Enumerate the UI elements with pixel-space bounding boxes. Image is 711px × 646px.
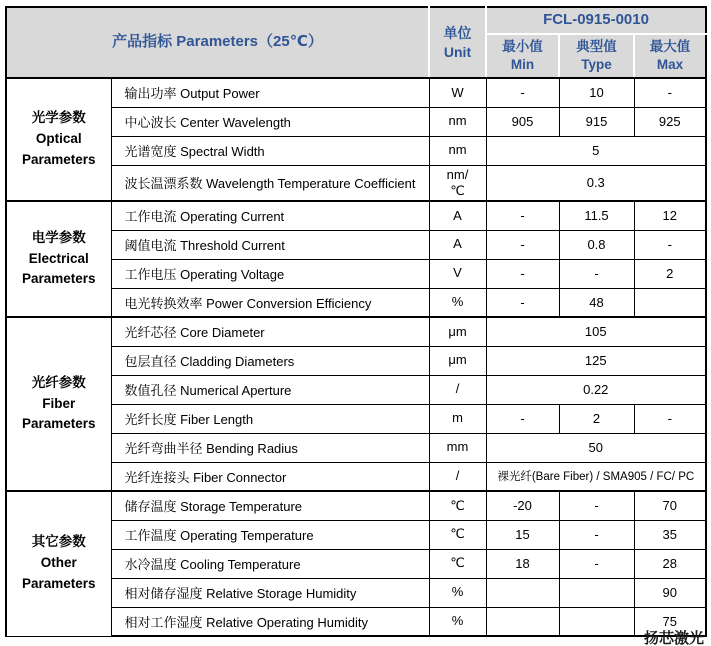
unit-cell: μm <box>429 317 486 346</box>
table-row <box>6 259 706 288</box>
max-value-cell: - <box>634 78 706 107</box>
table-row <box>6 462 706 491</box>
max-value-cell: 75 <box>634 607 706 636</box>
table-row <box>6 78 706 107</box>
type-value-cell: 10 <box>559 78 634 107</box>
min-value-cell: 905 <box>486 107 559 136</box>
param-name-cell: 包层直径 Cladding Diameters <box>111 346 429 375</box>
unit-cell: nm/ ℃ <box>429 165 486 201</box>
param-name-cell: 数值孔径 Numerical Aperture <box>111 375 429 404</box>
unit-cell: % <box>429 578 486 607</box>
section-label-optical: 光学参数 Optical Parameters <box>6 78 111 201</box>
param-name-cell: 工作电压 Operating Voltage <box>111 259 429 288</box>
unit-cell: ℃ <box>429 549 486 578</box>
type-value-cell: - <box>559 520 634 549</box>
min-value-cell: - <box>486 288 559 317</box>
merged-value-cell: 105 <box>486 317 706 346</box>
section-label-electrical: 电学参数 Electrical Parameters <box>6 201 111 317</box>
type-value-cell <box>559 607 634 636</box>
type-value-cell: - <box>559 491 634 520</box>
unit-cell: nm <box>429 107 486 136</box>
table-row <box>6 201 706 230</box>
unit-cell: A <box>429 230 486 259</box>
page <box>0 6 711 646</box>
param-name-cell: 光纤弯曲半径 Bending Radius <box>111 433 429 462</box>
type-value-cell: 2 <box>559 404 634 433</box>
unit-cell: nm <box>429 136 486 165</box>
unit-cell: W <box>429 78 486 107</box>
merged-value-cell: 125 <box>486 346 706 375</box>
merged-value-cell: 0.3 <box>486 165 706 201</box>
model-header-cell <box>486 7 706 34</box>
merged-value-cell: 5 <box>486 136 706 165</box>
max-value-cell: 70 <box>634 491 706 520</box>
unit-cell: A <box>429 201 486 230</box>
table-row <box>6 404 706 433</box>
param-name-cell: 水冷温度 Cooling Temperature <box>111 549 429 578</box>
unit-header-zh: 单位 <box>443 24 472 41</box>
max-value-cell <box>634 288 706 317</box>
type-header-cell <box>559 34 634 78</box>
max-value-cell: - <box>634 404 706 433</box>
unit-cell: V <box>429 259 486 288</box>
min-value-cell: - <box>486 404 559 433</box>
max-header-cell <box>634 34 706 78</box>
unit-cell: μm <box>429 346 486 375</box>
max-value-cell: 2 <box>634 259 706 288</box>
section-label-other: 其它参数 Other Parameters <box>6 491 111 636</box>
header-row-model <box>6 7 706 34</box>
table-row <box>6 107 706 136</box>
unit-cell: % <box>429 288 486 317</box>
param-name-cell: 阈值电流 Threshold Current <box>111 230 429 259</box>
param-name-cell: 输出功率 Output Power <box>111 78 429 107</box>
min-value-cell <box>486 607 559 636</box>
table-row <box>6 549 706 578</box>
type-header-en: Type <box>581 57 612 72</box>
type-value-cell: 0.8 <box>559 230 634 259</box>
table-row <box>6 491 706 520</box>
max-value-cell: 12 <box>634 201 706 230</box>
model-number: FCL-0915-0010 <box>543 11 649 29</box>
param-name-cell: 工作电流 Operating Current <box>111 201 429 230</box>
unit-cell: / <box>429 375 486 404</box>
merged-value-cell: 50 <box>486 433 706 462</box>
unit-cell: ℃ <box>429 520 486 549</box>
param-name-cell: 电光转换效率 Power Conversion Efficiency <box>111 288 429 317</box>
min-value-cell: - <box>486 259 559 288</box>
param-name-cell: 波长温漂系数 Wavelength Temperature Coefficient <box>111 165 429 201</box>
min-value-cell: 18 <box>486 549 559 578</box>
type-value-cell: 915 <box>559 107 634 136</box>
param-name-cell: 光纤连接头 Fiber Connector <box>111 462 429 491</box>
table-row <box>6 433 706 462</box>
max-value-cell: 90 <box>634 578 706 607</box>
merged-value-cell: 0.22 <box>486 375 706 404</box>
max-header-zh: 最大值 <box>649 38 691 54</box>
min-header-cell <box>486 34 559 78</box>
table-row <box>6 230 706 259</box>
unit-header-en: Unit <box>443 43 472 60</box>
param-name-cell: 光纤长度 Fiber Length <box>111 404 429 433</box>
table-row <box>6 375 706 404</box>
table-row <box>6 346 706 375</box>
min-header-zh: 最小值 <box>502 38 543 54</box>
max-header-en: Max <box>656 57 684 72</box>
param-name-cell: 光纤芯径 Core Diameter <box>111 317 429 346</box>
min-value-cell: - <box>486 201 559 230</box>
type-header-zh: 典型值 <box>576 38 617 54</box>
min-value-cell: 15 <box>486 520 559 549</box>
section-label-fiber: 光纤参数 Fiber Parameters <box>6 317 111 491</box>
merged-value-cell: 裸光纤(Bare Fiber) / SMA905 / FC/ PC <box>486 462 706 491</box>
min-value-cell: - <box>486 78 559 107</box>
param-name-cell: 储存温度 Storage Temperature <box>111 491 429 520</box>
type-value-cell <box>559 578 634 607</box>
type-value-cell: 48 <box>559 288 634 317</box>
unit-cell: ℃ <box>429 491 486 520</box>
table-row <box>6 165 706 201</box>
unit-cell: / <box>429 462 486 491</box>
max-value-cell: 35 <box>634 520 706 549</box>
table-row <box>6 578 706 607</box>
vendor-watermark: 扬芯激光 <box>643 630 704 646</box>
table-row <box>6 317 706 346</box>
param-name-cell: 相对储存湿度 Relative Storage Humidity <box>111 578 429 607</box>
type-value-cell: - <box>559 259 634 288</box>
max-value-cell: - <box>634 230 706 259</box>
min-header-en: Min <box>510 57 535 72</box>
param-name-cell: 中心波长 Center Wavelength <box>111 107 429 136</box>
table-row <box>6 607 706 636</box>
type-value-cell: - <box>559 549 634 578</box>
min-value-cell: - <box>486 230 559 259</box>
param-name-cell: 光谱宽度 Spectral Width <box>111 136 429 165</box>
table-row <box>6 520 706 549</box>
min-value-cell: -20 <box>486 491 559 520</box>
unit-header-cell <box>429 7 486 78</box>
min-value-cell <box>486 578 559 607</box>
parameters-title: 产品指标 Parameters（25℃） <box>112 33 323 51</box>
table-row <box>6 136 706 165</box>
max-value-cell: 925 <box>634 107 706 136</box>
max-value-cell: 28 <box>634 549 706 578</box>
table-row <box>6 288 706 317</box>
type-value-cell: 11.5 <box>559 201 634 230</box>
unit-cell: m <box>429 404 486 433</box>
parameters-title-cell <box>6 7 429 78</box>
unit-cell: mm <box>429 433 486 462</box>
unit-cell: % <box>429 607 486 636</box>
param-name-cell: 相对工作湿度 Relative Operating Humidity <box>111 607 429 636</box>
param-name-cell: 工作温度 Operating Temperature <box>111 520 429 549</box>
spec-table <box>5 6 707 637</box>
